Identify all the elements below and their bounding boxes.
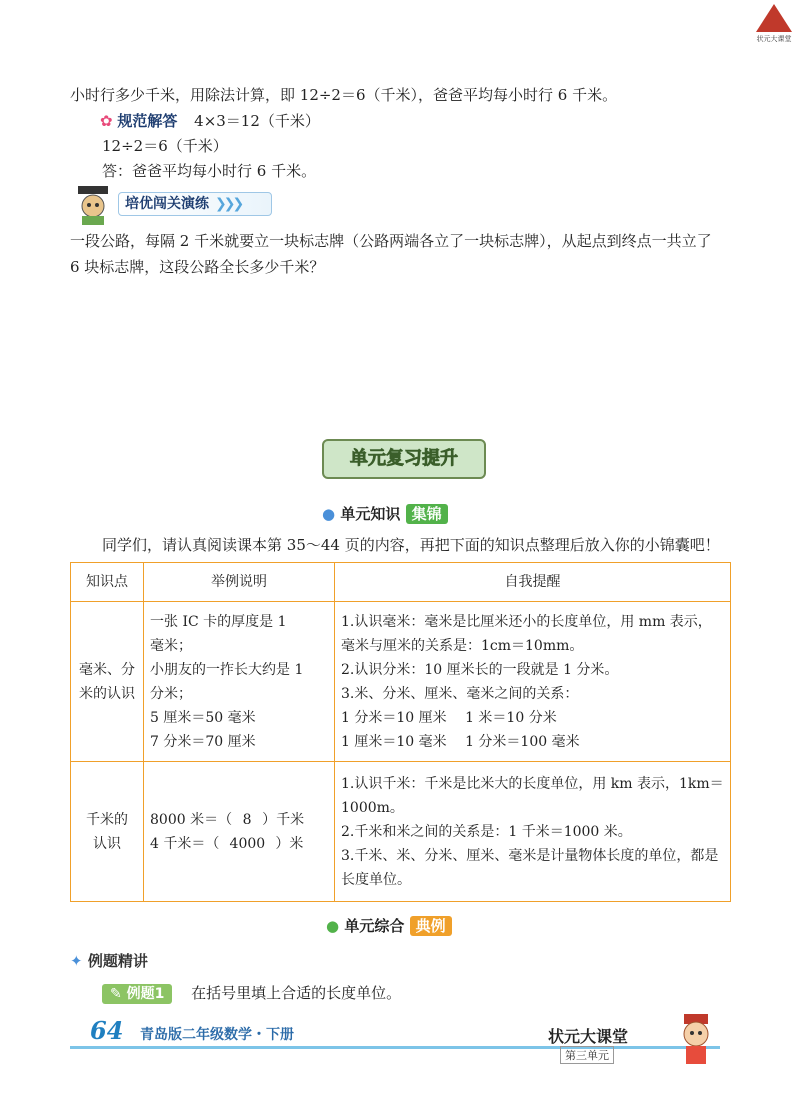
example-text: 毫米；	[150, 637, 192, 654]
reminder-text: 2.千米和米之间的关系是：1 千米＝1000 米。	[341, 823, 632, 840]
example-cell	[144, 762, 335, 902]
book-title: 青岛版二年级数学・下册	[140, 1027, 294, 1043]
answer-calc-1: 4×3＝12（千米）	[194, 112, 320, 130]
doctor-mascot-icon	[70, 184, 116, 226]
knowledge-heading-main: 单元知识	[340, 505, 401, 523]
unit-label: 第三单元	[560, 1046, 614, 1064]
example-text: 7 分米＝70 厘米	[150, 733, 256, 750]
footer-brand: 状元大课堂	[548, 1027, 629, 1046]
unit-review-scroll	[312, 435, 492, 479]
example-tag-text: 例题1	[126, 986, 165, 1002]
practice-question-line-1: 一段公路，每隔 2 千米就要立一块标志牌（公路两端各立了一块标志牌），从起点到终点一共立了	[70, 232, 712, 250]
reminder-text: 2.认识分米：10 厘米长的一段就是 1 分米。	[341, 661, 619, 678]
example-fill-line	[150, 832, 328, 856]
example-section-title: 例题精讲	[87, 952, 148, 970]
comprehensive-heading-tag: 典例	[410, 916, 452, 936]
example-tag	[102, 984, 172, 1004]
table-header: 举例说明	[144, 563, 335, 602]
example-text: 分米；	[150, 685, 192, 702]
knowledge-point-text: 认识	[93, 835, 121, 852]
reminder-text: 3.米、分米、厘米、毫米之间的关系：	[341, 685, 579, 702]
answer-label: 规范解答	[117, 112, 178, 130]
logo-triangle-icon	[756, 4, 792, 32]
knowledge-intro: 同学们，请认真阅读课本第 35～44 页的内容，再把下面的知识点整理后放入你的小锦囊吧！	[102, 536, 720, 554]
sparkle-icon: ✦	[70, 952, 83, 970]
knowledge-point-text: 千米的	[86, 811, 128, 828]
footer-rule	[70, 1046, 720, 1049]
example-fill-line	[150, 808, 328, 832]
reminder-cell	[335, 602, 731, 762]
reminder-text: 3.千米、米、分米、厘米、毫米是计量物体长度的单位，都是长度单位。	[341, 847, 719, 888]
chevron-right-icon: ❯❯❯	[215, 196, 242, 212]
corner-logo-caption: 状元大课堂	[756, 35, 792, 43]
filled-answer: 8	[242, 811, 252, 828]
knowledge-point	[71, 762, 144, 902]
example-cell	[144, 602, 335, 762]
reminder-cell	[335, 762, 731, 902]
table-row	[71, 602, 731, 762]
pencil-icon: ✎	[110, 986, 122, 1002]
flower-icon: ✿	[100, 112, 113, 130]
corner-logo	[752, 4, 796, 48]
comprehensive-heading	[326, 915, 452, 936]
example-text: 8000 米＝（	[150, 811, 233, 828]
knowledge-table	[70, 562, 731, 902]
unit-review-title: 单元复习提升	[350, 448, 458, 469]
example-text: 在括号里填上合适的长度单位。	[191, 984, 402, 1002]
example-text: 4 千米＝（	[150, 835, 220, 852]
solution-line: 小时行多少千米，用除法计算，即 12÷2＝6（千米），爸爸平均每小时行 6 千米。	[70, 86, 618, 104]
example-text: 一张 IC 卡的厚度是 1	[150, 613, 287, 630]
example-text: ）千米	[262, 811, 305, 828]
example-1	[102, 982, 401, 1005]
reminder-text: 1.认识毫米：毫米是比厘米还小的长度单位，用 mm 表示，毫米与厘米的关系是：1cm＝10mm。	[341, 613, 712, 654]
knowledge-point-text: 毫米、分	[79, 661, 135, 678]
mouse-mascot-icon: ●	[322, 505, 336, 523]
knowledge-point	[71, 602, 144, 762]
example-text: 5 厘米＝50 毫米	[150, 709, 256, 726]
mascot-icon	[672, 1012, 720, 1068]
comprehensive-heading-main: 单元综合	[344, 917, 405, 935]
practice-banner	[118, 192, 272, 216]
knowledge-heading	[322, 503, 448, 524]
scroll-icon	[322, 439, 486, 479]
table-header: 知识点	[71, 563, 144, 602]
example-text: 小朋友的一拃长大约是 1	[150, 661, 304, 678]
table-header-row	[71, 563, 731, 602]
table-row	[71, 762, 731, 902]
knowledge-point-text: 米的认识	[79, 685, 135, 702]
reminder-text: 1.认识千米：千米是比米大的长度单位，用 km 表示，1km＝1000m。	[341, 775, 724, 816]
practice-question-line-2: 6 块标志牌，这段公路全长多少千米？	[70, 258, 325, 276]
knowledge-heading-tag: 集锦	[406, 504, 448, 524]
answer-line-1	[100, 110, 320, 132]
practice-title: 培优闯关演练	[125, 196, 209, 212]
page-number: 64	[90, 1016, 124, 1045]
example-text: ）米	[275, 835, 304, 852]
example-section-heading	[70, 950, 148, 971]
answer-calc-2: 12÷2＝6（千米）	[102, 137, 228, 155]
reminder-text: 1 厘米＝10 毫米 1 分米＝100 毫米	[341, 733, 580, 750]
filled-answer: 4000	[229, 835, 266, 852]
answer-conclusion: 答：爸爸平均每小时行 6 千米。	[102, 162, 317, 180]
mascot-icon: ●	[326, 917, 340, 935]
table-header: 自我提醒	[335, 563, 731, 602]
reminder-text: 1 分米＝10 厘米 1 米＝10 分米	[341, 709, 557, 726]
